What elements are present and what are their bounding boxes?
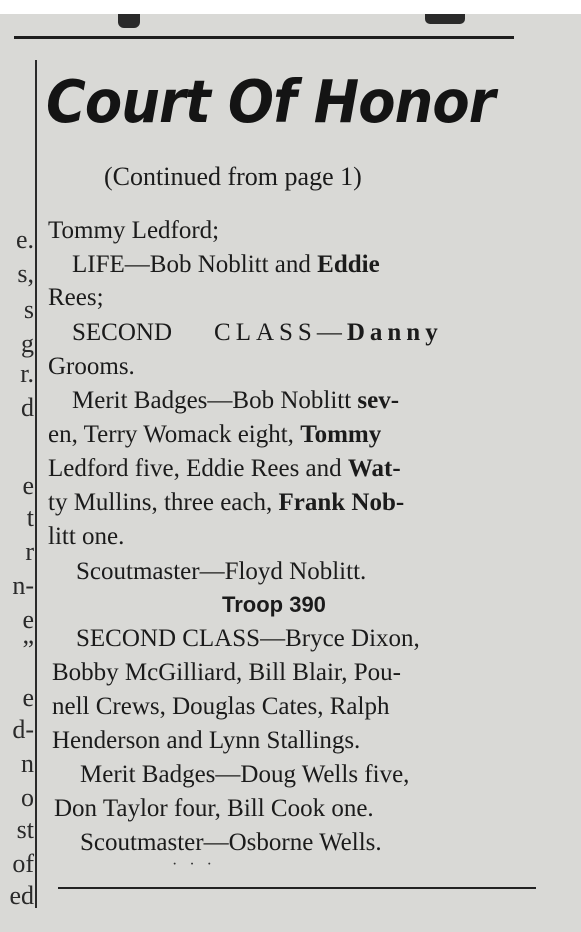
margin-fragment: s	[23, 295, 34, 324]
line-text: sev-	[357, 387, 400, 414]
margin-fragment: d	[21, 393, 34, 422]
line-text: Tommy	[300, 421, 382, 448]
article-line	[72, 386, 399, 416]
margin-fragment: d-	[12, 715, 34, 744]
margin-fragment: of	[12, 849, 34, 878]
headline: Court Of Honor	[46, 67, 495, 136]
article-line: Don Taylor four, Bill Cook one.	[54, 795, 374, 822]
article-line	[48, 454, 401, 484]
article-line: Grooms.	[48, 353, 135, 380]
line-text: ty Mullins, three each,	[48, 489, 279, 516]
margin-fragment: ed	[9, 881, 34, 910]
top-rule	[14, 36, 514, 39]
margin-fragment: e.	[15, 225, 34, 254]
margin-fragment: s,	[17, 259, 34, 288]
margin-fragment: r	[25, 537, 34, 566]
bottom-rule	[58, 887, 536, 889]
margin-fragment: e	[22, 605, 34, 634]
cropped-type-fragment	[425, 14, 465, 24]
article-line: Scoutmaster—Floyd Noblitt.	[76, 558, 367, 585]
line-text: Frank Nob-	[278, 489, 405, 516]
article-line: Rees;	[48, 284, 104, 311]
article-line: Henderson and Lynn Stallings.	[52, 727, 361, 754]
article-line: Bobby McGilliard, Bill Blair, Pou-	[52, 659, 401, 686]
margin-fragment: o	[21, 783, 34, 812]
end-mark-dots: · · ·	[172, 856, 216, 873]
line-text: LIFE—Bob Noblitt and	[72, 251, 318, 278]
line-text: en, Terry Womack eight,	[48, 421, 301, 448]
line-text: Danny	[346, 319, 443, 346]
article-line: Scoutmaster—Osborne Wells.	[80, 829, 382, 856]
section-subhead: Troop 390	[222, 592, 326, 617]
adjacent-column-fragments	[0, 210, 36, 910]
line-text: SECOND	[72, 319, 173, 346]
top-margin	[0, 0, 581, 14]
article-line: litt one.	[48, 523, 125, 550]
margin-fragment: g	[21, 329, 34, 358]
cropped-type-fragment	[118, 14, 140, 28]
line-text: CLASS—	[214, 319, 347, 346]
margin-fragment: e	[22, 471, 34, 500]
article-line	[48, 420, 381, 450]
line-text: Ledford five, Eddie Rees and	[48, 455, 348, 482]
article-line	[72, 250, 380, 280]
line-text: Wat-	[347, 455, 401, 482]
article-line	[72, 318, 443, 348]
line-text: Eddie	[317, 251, 380, 278]
article-line	[48, 488, 404, 518]
margin-fragment: n	[21, 749, 34, 778]
margin-fragment: n-	[12, 571, 34, 600]
article-line: Tommy Ledford;	[48, 217, 220, 244]
continued-line: (Continued from page 1)	[104, 162, 362, 191]
margin-fragment: st	[16, 815, 34, 844]
article-line: Merit Badges—Doug Wells five,	[80, 761, 410, 788]
article-line: nell Crews, Douglas Cates, Ralph	[52, 693, 390, 720]
margin-fragment: r.	[20, 359, 34, 388]
article-line: SECOND CLASS—Bryce Dixon,	[76, 625, 420, 652]
margin-fragment: t	[26, 503, 34, 532]
line-text: Merit Badges—Bob Noblitt	[72, 387, 358, 414]
margin-fragment: e	[22, 683, 34, 712]
margin-fragment: ”	[22, 635, 34, 664]
